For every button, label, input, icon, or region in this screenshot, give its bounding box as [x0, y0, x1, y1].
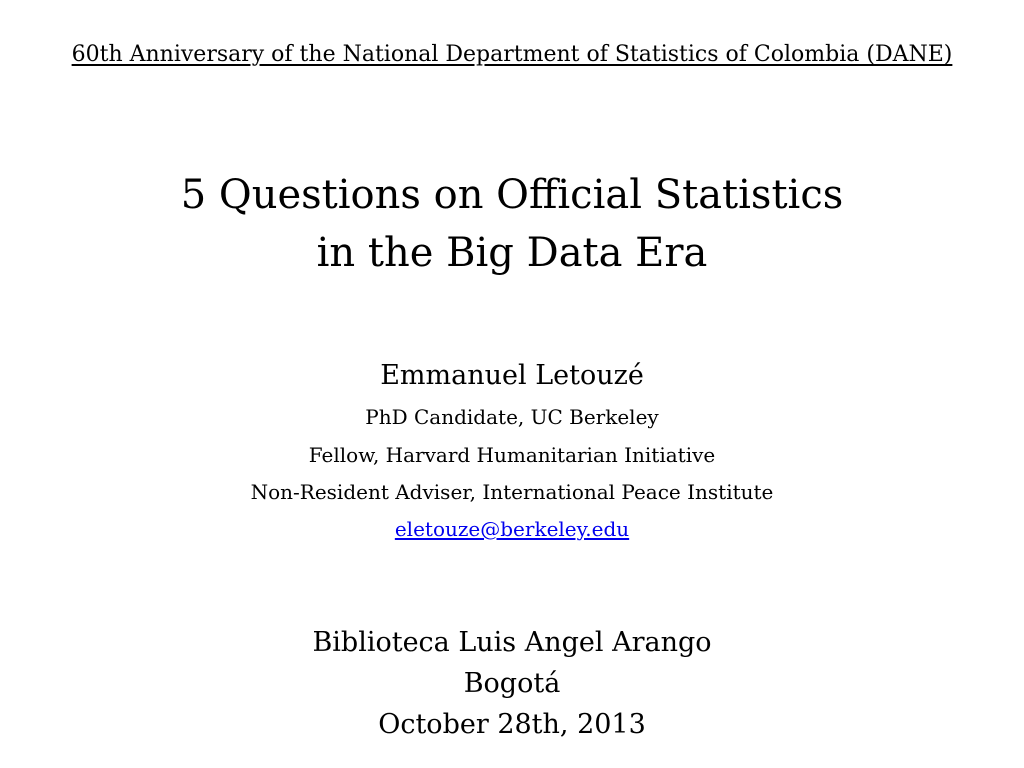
author-name: Emmanuel Letouzé: [380, 360, 644, 391]
event-venue: Biblioteca Luis Angel Arango: [312, 627, 712, 658]
event-header: 60th Anniversary of the National Department of Statistics of Colombia (DANE): [71, 42, 953, 67]
event-date: October 28th, 2013: [378, 709, 646, 740]
author-affiliation-2: Fellow, Harvard Humanitarian Initiative: [308, 443, 716, 467]
author-affiliation-1: PhD Candidate, UC Berkeley: [365, 405, 659, 429]
author-affiliation-3: Non-Resident Adviser, International Peace Institute: [250, 480, 774, 504]
title-line-2: in the Big Data Era: [316, 230, 708, 276]
author-email-line: [0, 517, 1024, 541]
title-line-1: 5 Questions on Official Statistics: [180, 172, 844, 218]
event-city: Bogotá: [463, 668, 561, 699]
author-email-link[interactable]: eletouze@berkeley.edu: [394, 517, 630, 541]
slide-title: [0, 166, 1024, 282]
